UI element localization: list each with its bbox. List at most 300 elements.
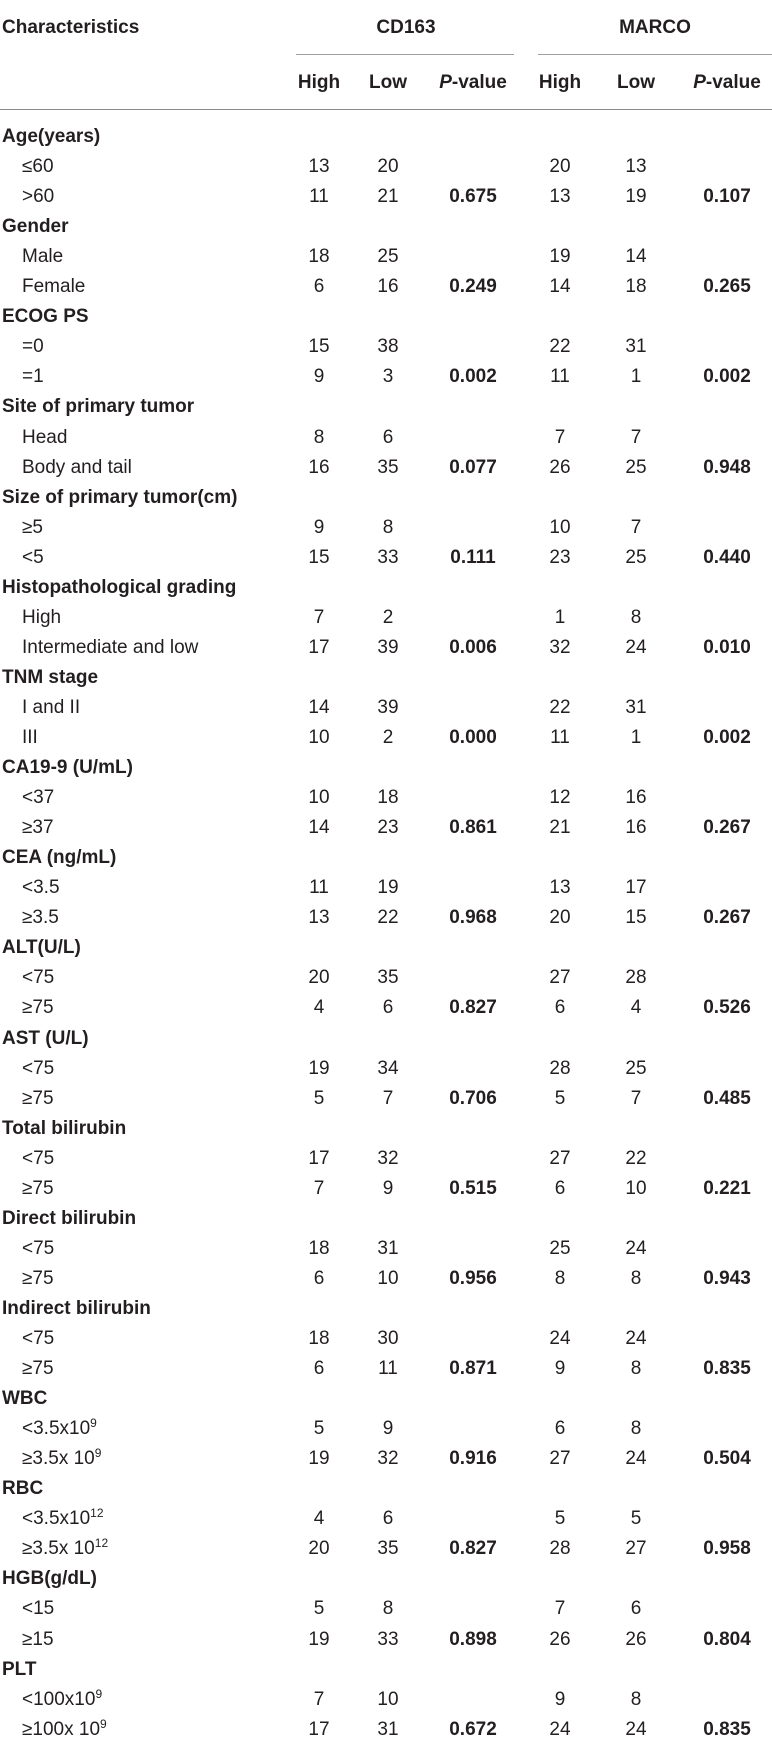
row-label-text: ≥100x 10 — [22, 1718, 101, 1740]
cd163-low-cell: 9 — [382, 1177, 394, 1199]
table-row — [0, 1234, 772, 1264]
marco-high-cell: 26 — [549, 456, 571, 478]
table-row — [0, 1625, 772, 1655]
category-label: CEA (ng/mL) — [2, 847, 117, 869]
table-row — [0, 423, 772, 453]
header-marco-low: Low — [617, 72, 655, 93]
table-row — [0, 152, 772, 182]
cd163-low-cell: 33 — [377, 1628, 399, 1650]
cd163-high-cell: 7 — [313, 1177, 325, 1199]
cd163-pvalue-cell: 0.706 — [449, 1087, 497, 1109]
row-label — [22, 1594, 54, 1624]
marco-pvalue-cell: 0.948 — [703, 456, 751, 478]
row-label-exponent: 9 — [94, 1446, 102, 1461]
header-marco-pvalue: P-value — [693, 72, 761, 93]
row-label — [22, 1444, 101, 1474]
marco-pvalue-cell: 0.504 — [703, 1448, 751, 1470]
cd163-low-cell: 32 — [377, 1448, 399, 1470]
marco-high-cell: 5 — [554, 1087, 566, 1109]
row-label — [22, 1324, 54, 1354]
table-row — [0, 693, 772, 723]
category-label: AST (U/L) — [2, 1027, 89, 1049]
row-label-text: High — [22, 606, 62, 628]
cd163-high-cell: 13 — [308, 156, 330, 178]
marco-pvalue-cell: 0.485 — [703, 1087, 751, 1109]
category-row — [0, 843, 772, 873]
cd163-pvalue-cell: 0.827 — [449, 997, 497, 1019]
marco-high-cell: 1 — [554, 606, 566, 628]
cd163-pvalue-cell: 0.006 — [449, 636, 497, 658]
cd163-low-cell: 21 — [377, 186, 399, 208]
marco-low-cell: 4 — [630, 997, 642, 1019]
marco-low-cell: 24 — [625, 1328, 647, 1349]
row-label-text: ≥75 — [22, 997, 54, 1019]
marco-low-cell: 17 — [625, 877, 647, 899]
cd163-low-cell: 6 — [382, 997, 394, 1019]
row-label — [22, 182, 54, 212]
marco-pvalue-cell: 0.526 — [703, 997, 751, 1019]
marco-high-cell: 6 — [554, 1418, 566, 1440]
marco-high-cell: 9 — [554, 1358, 566, 1380]
row-label — [22, 513, 43, 543]
category-label: Indirect bilirubin — [2, 1297, 151, 1319]
marco-low-cell: 24 — [625, 1237, 647, 1259]
category-row — [0, 392, 772, 422]
row-label — [22, 963, 54, 993]
cd163-high-cell: 5 — [313, 1418, 325, 1440]
header-marco-high: High — [538, 72, 582, 93]
cd163-pvalue-cell: 0.249 — [449, 276, 497, 298]
header-rule — [0, 109, 772, 110]
cd163-high-cell: 17 — [308, 1718, 330, 1740]
marco-low-cell: 25 — [625, 456, 647, 478]
header-group-cd163: CD163 — [376, 17, 436, 38]
cd163-low-cell: 3 — [382, 366, 394, 388]
marco-low-cell: 19 — [625, 186, 647, 208]
category-row — [0, 753, 772, 783]
marco-low-cell: 18 — [625, 276, 647, 298]
table-row — [0, 1354, 772, 1384]
cd163-high-cell: 9 — [313, 366, 325, 388]
table-row — [0, 242, 772, 272]
marco-high-cell: 5 — [554, 1508, 566, 1530]
cd163-high-cell: 10 — [308, 787, 330, 809]
row-label — [22, 423, 67, 453]
marco-high-cell: 32 — [549, 636, 571, 658]
table-row — [0, 513, 772, 543]
row-label — [22, 1144, 54, 1174]
marco-low-cell: 1 — [630, 727, 642, 748]
row-label-text: =1 — [22, 366, 44, 388]
row-label — [22, 152, 54, 182]
table-row — [0, 1324, 772, 1354]
marco-high-cell: 20 — [549, 156, 571, 178]
marco-low-cell: 25 — [625, 1057, 647, 1079]
marco-low-cell: 31 — [625, 696, 647, 718]
marco-low-cell: 16 — [625, 817, 647, 839]
row-label-text: ≥3.5x 10 — [22, 1538, 95, 1560]
cd163-high-cell: 19 — [308, 1448, 330, 1470]
cd163-low-cell: 19 — [377, 877, 399, 899]
cd163-high-cell: 19 — [308, 1628, 330, 1650]
marco-low-cell: 8 — [630, 1688, 642, 1710]
row-label-text: ≥3.5 — [22, 907, 59, 929]
marco-pvalue-cell: 0.221 — [703, 1177, 751, 1199]
row-label-text: Male — [22, 246, 64, 268]
cd163-low-cell: 10 — [377, 1688, 399, 1710]
cd163-high-cell: 17 — [308, 1147, 330, 1169]
table-row — [0, 723, 772, 753]
cd163-low-cell: 25 — [377, 246, 399, 268]
row-label-text: ≥15 — [22, 1628, 54, 1650]
cd163-high-cell: 19 — [308, 1057, 330, 1079]
marco-high-cell: 12 — [549, 787, 571, 809]
marco-low-cell: 7 — [630, 516, 642, 538]
category-row — [0, 663, 772, 693]
marco-pvalue-cell: 0.835 — [703, 1358, 751, 1380]
row-label — [22, 1625, 54, 1655]
table-row — [0, 1084, 772, 1114]
cd163-high-cell: 18 — [308, 1237, 330, 1259]
cd163-high-cell: 4 — [313, 1508, 325, 1530]
marco-high-cell: 8 — [554, 1267, 566, 1289]
marco-high-cell: 24 — [549, 1718, 571, 1740]
category-label: RBC — [2, 1478, 44, 1500]
marco-pvalue-cell: 0.265 — [703, 276, 751, 298]
cd163-low-cell: 39 — [377, 636, 399, 658]
table-row — [0, 813, 772, 843]
marco-high-cell: 11 — [550, 727, 570, 748]
cd163-low-cell: 6 — [382, 426, 394, 448]
cd163-high-cell: 6 — [313, 1358, 325, 1380]
cd163-low-cell: 33 — [377, 546, 399, 568]
row-label-text: ≥3.5x 10 — [22, 1448, 95, 1470]
cd163-high-cell: 7 — [313, 1688, 325, 1710]
table-row — [0, 993, 772, 1023]
cd163-low-cell: 18 — [377, 787, 399, 809]
cd163-high-cell: 6 — [313, 1267, 325, 1289]
cd163-pvalue-cell: 0.672 — [449, 1718, 497, 1740]
marco-low-cell: 31 — [625, 336, 647, 358]
row-label-exponent: 9 — [100, 1716, 107, 1731]
category-row — [0, 1564, 772, 1594]
marco-high-cell: 27 — [549, 1448, 571, 1470]
header-characteristics: Characteristics — [2, 17, 140, 38]
category-row — [0, 573, 772, 603]
category-row — [0, 212, 772, 242]
category-label: Size of primary tumor(cm) — [2, 486, 238, 508]
cd163-high-cell: 18 — [308, 1328, 330, 1349]
marco-low-cell: 10 — [625, 1177, 647, 1199]
row-label-text: Head — [22, 426, 68, 448]
table-row — [0, 543, 772, 573]
cd163-low-cell: 8 — [382, 1598, 394, 1620]
marco-low-cell: 15 — [625, 907, 647, 929]
header-cd163-low: Low — [369, 72, 407, 93]
row-label-text: ≥75 — [22, 1177, 54, 1199]
table-row — [0, 1414, 772, 1444]
category-row — [0, 1204, 772, 1234]
category-label: Gender — [2, 216, 69, 238]
category-label: CA19-9 (U/mL) — [2, 757, 133, 779]
cd163-pvalue-cell: 0.000 — [449, 727, 497, 748]
cd163-high-cell: 4 — [313, 997, 325, 1019]
row-label — [22, 1264, 54, 1294]
cd163-high-cell: 8 — [313, 426, 325, 448]
cd163-high-cell: 11 — [309, 877, 329, 899]
row-label-text: ≥37 — [22, 817, 54, 839]
row-label-text: <3.5 — [22, 877, 60, 899]
row-label-exponent: 12 — [94, 1536, 109, 1551]
category-row — [0, 1114, 772, 1144]
marco-high-cell: 10 — [549, 516, 571, 538]
table-row — [0, 1594, 772, 1624]
table-row — [0, 332, 772, 362]
row-label — [22, 813, 54, 843]
row-label — [22, 362, 44, 392]
table-row — [0, 1174, 772, 1204]
cd163-pvalue-cell: 0.861 — [449, 817, 497, 839]
marco-low-cell: 8 — [630, 1358, 642, 1380]
row-label-text: Body and tail — [22, 456, 132, 478]
marco-pvalue-cell: 0.440 — [703, 546, 751, 568]
marco-low-cell: 24 — [625, 636, 647, 658]
marco-high-cell: 27 — [549, 967, 571, 989]
marco-pvalue-cell: 0.804 — [703, 1628, 751, 1650]
marco-pvalue-cell: 0.835 — [703, 1718, 751, 1740]
row-label-text: Intermediate and low — [22, 636, 199, 658]
marco-high-cell: 9 — [554, 1688, 566, 1710]
table-row — [0, 603, 772, 633]
marco-low-cell: 28 — [625, 967, 647, 989]
cd163-high-cell: 16 — [308, 456, 330, 478]
row-label — [22, 1234, 54, 1264]
cd163-low-cell: 35 — [377, 967, 399, 989]
cd163-high-cell: 15 — [308, 336, 330, 358]
cd163-low-cell: 34 — [377, 1057, 399, 1079]
row-label-text: <100x10 — [22, 1688, 96, 1710]
row-label — [22, 1685, 102, 1715]
table-row — [0, 1534, 772, 1564]
cd163-pvalue-cell: 0.111 — [450, 546, 496, 568]
row-label-exponent: 9 — [95, 1686, 103, 1701]
marco-high-cell: 25 — [549, 1237, 571, 1259]
marco-pvalue-cell: 0.267 — [703, 907, 751, 929]
row-label-text: <15 — [22, 1598, 55, 1620]
marco-high-cell: 27 — [549, 1147, 571, 1169]
cd163-high-cell: 14 — [308, 817, 330, 839]
row-label-text: >60 — [22, 186, 55, 208]
marco-high-cell: 19 — [549, 246, 571, 268]
marco-low-cell: 5 — [630, 1508, 642, 1530]
cd163-pvalue-cell: 0.956 — [449, 1267, 497, 1289]
cd163-high-cell: 5 — [313, 1598, 325, 1620]
marco-high-cell: 7 — [554, 1598, 566, 1620]
cd163-low-cell: 2 — [382, 727, 394, 748]
row-label-text: =0 — [22, 336, 44, 358]
marco-high-cell: 7 — [554, 426, 566, 448]
marco-low-cell: 6 — [630, 1598, 642, 1620]
cd163-high-cell: 11 — [309, 186, 329, 208]
row-label-text: I and II — [22, 696, 81, 718]
cd163-high-cell: 15 — [308, 546, 330, 568]
marco-high-cell: 28 — [549, 1538, 571, 1560]
cd163-high-cell: 20 — [308, 967, 330, 989]
category-label: Site of primary tumor — [2, 396, 195, 418]
category-label: Age(years) — [2, 126, 101, 147]
row-label-text: III — [22, 727, 38, 748]
cd163-low-cell: 20 — [377, 156, 399, 178]
row-label-text: <75 — [22, 1147, 55, 1169]
cd163-low-cell: 10 — [377, 1267, 399, 1289]
table-row — [0, 1685, 772, 1715]
table-row — [0, 1444, 772, 1474]
row-label-text: ≥5 — [22, 516, 43, 538]
cd163-high-cell: 9 — [313, 516, 325, 538]
cd163-low-cell: 22 — [377, 907, 399, 929]
table-row — [0, 182, 772, 212]
row-label-text: <75 — [22, 967, 55, 989]
marco-high-cell: 14 — [549, 276, 571, 298]
cd163-high-cell: 6 — [313, 276, 325, 298]
marco-low-cell: 14 — [625, 246, 647, 268]
marco-pvalue-cell: 0.958 — [703, 1538, 751, 1560]
row-label — [22, 1054, 54, 1084]
row-label — [22, 603, 61, 633]
marco-high-cell: 24 — [549, 1328, 571, 1349]
table-row — [0, 272, 772, 302]
cd163-pvalue-cell: 0.968 — [449, 907, 497, 929]
category-row — [0, 1294, 772, 1324]
row-label-text: <75 — [22, 1237, 55, 1259]
row-label — [22, 693, 80, 723]
marco-low-cell: 7 — [630, 1087, 642, 1109]
cd163-pvalue-cell: 0.077 — [449, 456, 497, 478]
table-row — [0, 1715, 772, 1745]
table-row — [0, 903, 772, 933]
marco-low-cell: 24 — [625, 1718, 647, 1740]
cd163-high-cell: 13 — [308, 907, 330, 929]
row-label — [22, 903, 59, 933]
row-label — [22, 723, 38, 753]
marco-low-cell: 8 — [630, 1418, 642, 1440]
marco-high-cell: 23 — [549, 546, 571, 568]
row-label-text: ≥75 — [22, 1087, 54, 1109]
marco-high-cell: 6 — [554, 1177, 566, 1199]
row-label-exponent: 12 — [90, 1506, 104, 1521]
cd163-low-cell: 32 — [377, 1147, 399, 1169]
row-label — [22, 543, 44, 573]
marco-pvalue-cell: 0.267 — [703, 817, 751, 839]
cd163-low-cell: 6 — [382, 1508, 394, 1530]
marco-low-cell: 26 — [625, 1628, 647, 1650]
marco-high-cell: 13 — [549, 186, 571, 208]
header-group-marco: MARCO — [619, 17, 691, 38]
cd163-low-cell: 38 — [377, 336, 399, 358]
marco-low-cell: 7 — [630, 426, 642, 448]
cd163-pvalue-cell: 0.916 — [449, 1448, 497, 1470]
cd163-high-cell: 10 — [308, 727, 330, 748]
cd163-low-cell: 39 — [377, 696, 399, 718]
category-label: ECOG PS — [2, 306, 89, 328]
marco-pvalue-cell: 0.002 — [703, 366, 751, 388]
marco-low-cell: 13 — [625, 156, 647, 178]
category-row — [0, 1384, 772, 1414]
marco-low-cell: 25 — [625, 546, 647, 568]
table-row — [0, 1144, 772, 1174]
marco-high-cell: 22 — [549, 696, 571, 718]
row-label — [22, 873, 60, 903]
cd163-pvalue-cell: 0.515 — [449, 1177, 497, 1199]
category-row — [0, 1024, 772, 1054]
row-label-text: ≥75 — [22, 1358, 54, 1380]
table-row — [0, 633, 772, 663]
cd163-pvalue-cell: 0.675 — [449, 186, 497, 208]
marco-high-cell: 6 — [554, 997, 566, 1019]
category-row — [0, 933, 772, 963]
row-label-text: Female — [22, 276, 86, 298]
category-label: Direct bilirubin — [2, 1207, 137, 1229]
category-row — [0, 1655, 772, 1685]
table-row — [0, 453, 772, 483]
marco-high-cell: 26 — [549, 1628, 571, 1650]
category-label: WBC — [2, 1388, 48, 1410]
cd163-low-cell: 30 — [377, 1328, 399, 1349]
category-row — [0, 302, 772, 332]
marco-low-cell: 1 — [630, 366, 642, 388]
row-label — [22, 1715, 107, 1745]
cd163-low-cell: 9 — [382, 1418, 394, 1440]
row-label-text: ≥75 — [22, 1267, 54, 1289]
cd163-low-cell: 35 — [377, 456, 399, 478]
marco-low-cell: 22 — [625, 1147, 647, 1169]
cd163-high-cell: 7 — [313, 606, 325, 628]
row-label — [22, 1504, 104, 1534]
row-label — [22, 1534, 108, 1564]
table-row — [0, 1054, 772, 1084]
cd163-low-cell: 2 — [382, 606, 394, 628]
cd163-pvalue-cell: 0.898 — [449, 1628, 497, 1650]
cd163-low-cell: 16 — [377, 276, 399, 298]
table-row — [0, 1264, 772, 1294]
row-label — [22, 783, 54, 813]
table-row — [0, 362, 772, 392]
row-label — [22, 1084, 54, 1114]
header-cd163-pvalue: P-value — [439, 72, 507, 93]
marco-high-cell: 13 — [549, 877, 571, 899]
row-label — [22, 1414, 97, 1444]
marco-low-cell: 27 — [625, 1538, 647, 1560]
header-cd163-high: High — [297, 72, 341, 93]
row-label-exponent: 9 — [90, 1416, 97, 1431]
marco-high-cell: 20 — [549, 907, 571, 929]
marco-pvalue-cell: 0.010 — [703, 636, 751, 658]
cd163-high-cell: 17 — [308, 636, 330, 658]
cd163-low-cell: 31 — [377, 1237, 399, 1259]
marco-pvalue-cell: 0.002 — [703, 727, 751, 748]
row-label-text: ≤60 — [22, 156, 54, 178]
cd163-high-cell: 20 — [308, 1538, 330, 1560]
marco-high-cell: 21 — [549, 817, 571, 839]
cd163-low-cell: 8 — [382, 516, 394, 538]
marco-low-cell: 8 — [630, 1267, 642, 1289]
category-row — [0, 483, 772, 513]
row-label — [22, 272, 85, 302]
marco-low-cell: 8 — [630, 606, 642, 628]
group-rule-cd163 — [296, 54, 514, 55]
row-label — [22, 242, 63, 272]
cd163-low-cell: 7 — [382, 1087, 394, 1109]
